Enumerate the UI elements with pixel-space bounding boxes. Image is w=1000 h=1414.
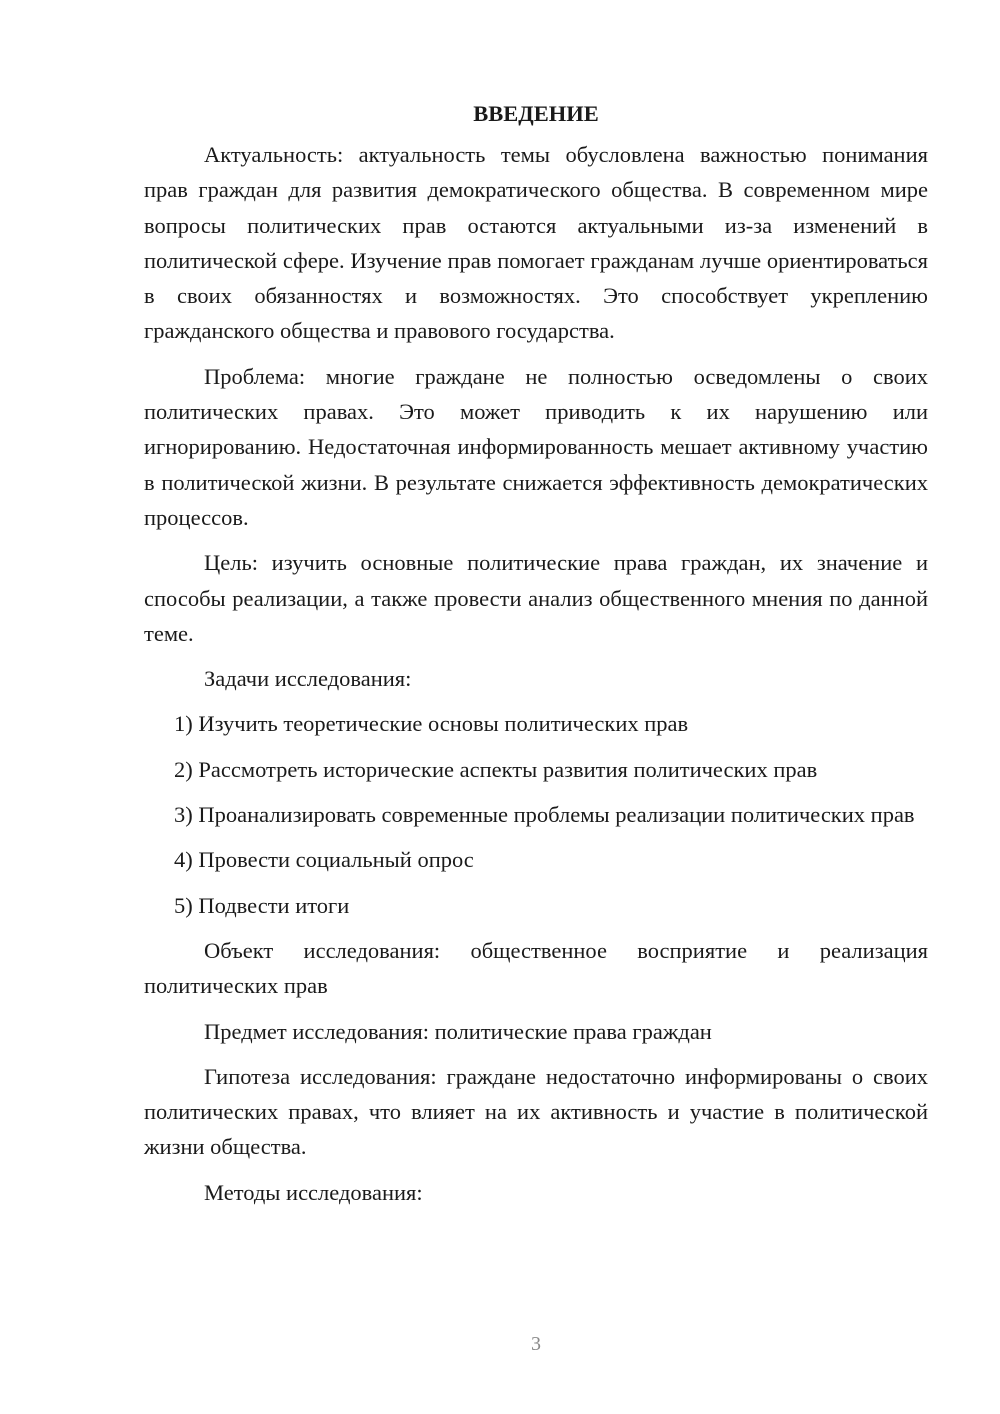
task-item: 5) Подвести итоги: [174, 892, 350, 918]
page-number: 3: [531, 1333, 541, 1355]
task-item: 1) Изучить теоретические основы политических прав: [174, 711, 689, 737]
relevance-paragraph: Актуальность: актуальность темы обусловлена важностью понимания прав граждан для развития демократического общества. В современном мире вопросы политических прав остаются актуальными из-за изменений в политической сфере. Изучение прав помогает гражданам лучше ориентироваться в своих обязанностях и возможностях. Это способствует укреплению гражданского общества и правового государства.: [144, 142, 928, 344]
goal-paragraph: Цель: изучить основные политические права граждан, их значение и способы реализации, а также провести анализ общественного мнения по данной теме.: [144, 550, 928, 646]
task-item: 3) Проанализировать современные проблемы реализации политических прав: [174, 802, 915, 828]
hypothesis-paragraph: Гипотеза исследования: граждане недостаточно информированы о своих политических правах, что влияет на их активность и участие в политической жизни общества.: [144, 1063, 928, 1160]
methods-heading: Методы исследования:: [204, 1179, 423, 1205]
problem-paragraph: Проблема: многие граждане не полностью осведомлены о своих политических правах. Это может приводить к их нарушению или игнорированию. Недостаточная информированность мешает активному участию в политической жизни. В результате снижается эффективность демократических процессов.: [144, 363, 928, 530]
subject-paragraph: Предмет исследования: политические права граждан: [204, 1018, 712, 1044]
page-content: [144, 96, 928, 1220]
task-item: 2) Рассмотреть исторические аспекты развития политических прав: [174, 756, 818, 782]
task-item: 4) Провести социальный опрос: [174, 847, 474, 873]
tasks-heading: Задачи исследования:: [204, 666, 412, 692]
object-paragraph: Объект исследования: общественное восприятие и реализация политических прав: [144, 937, 928, 999]
section-title: ВВЕДЕНИЕ: [473, 101, 599, 126]
